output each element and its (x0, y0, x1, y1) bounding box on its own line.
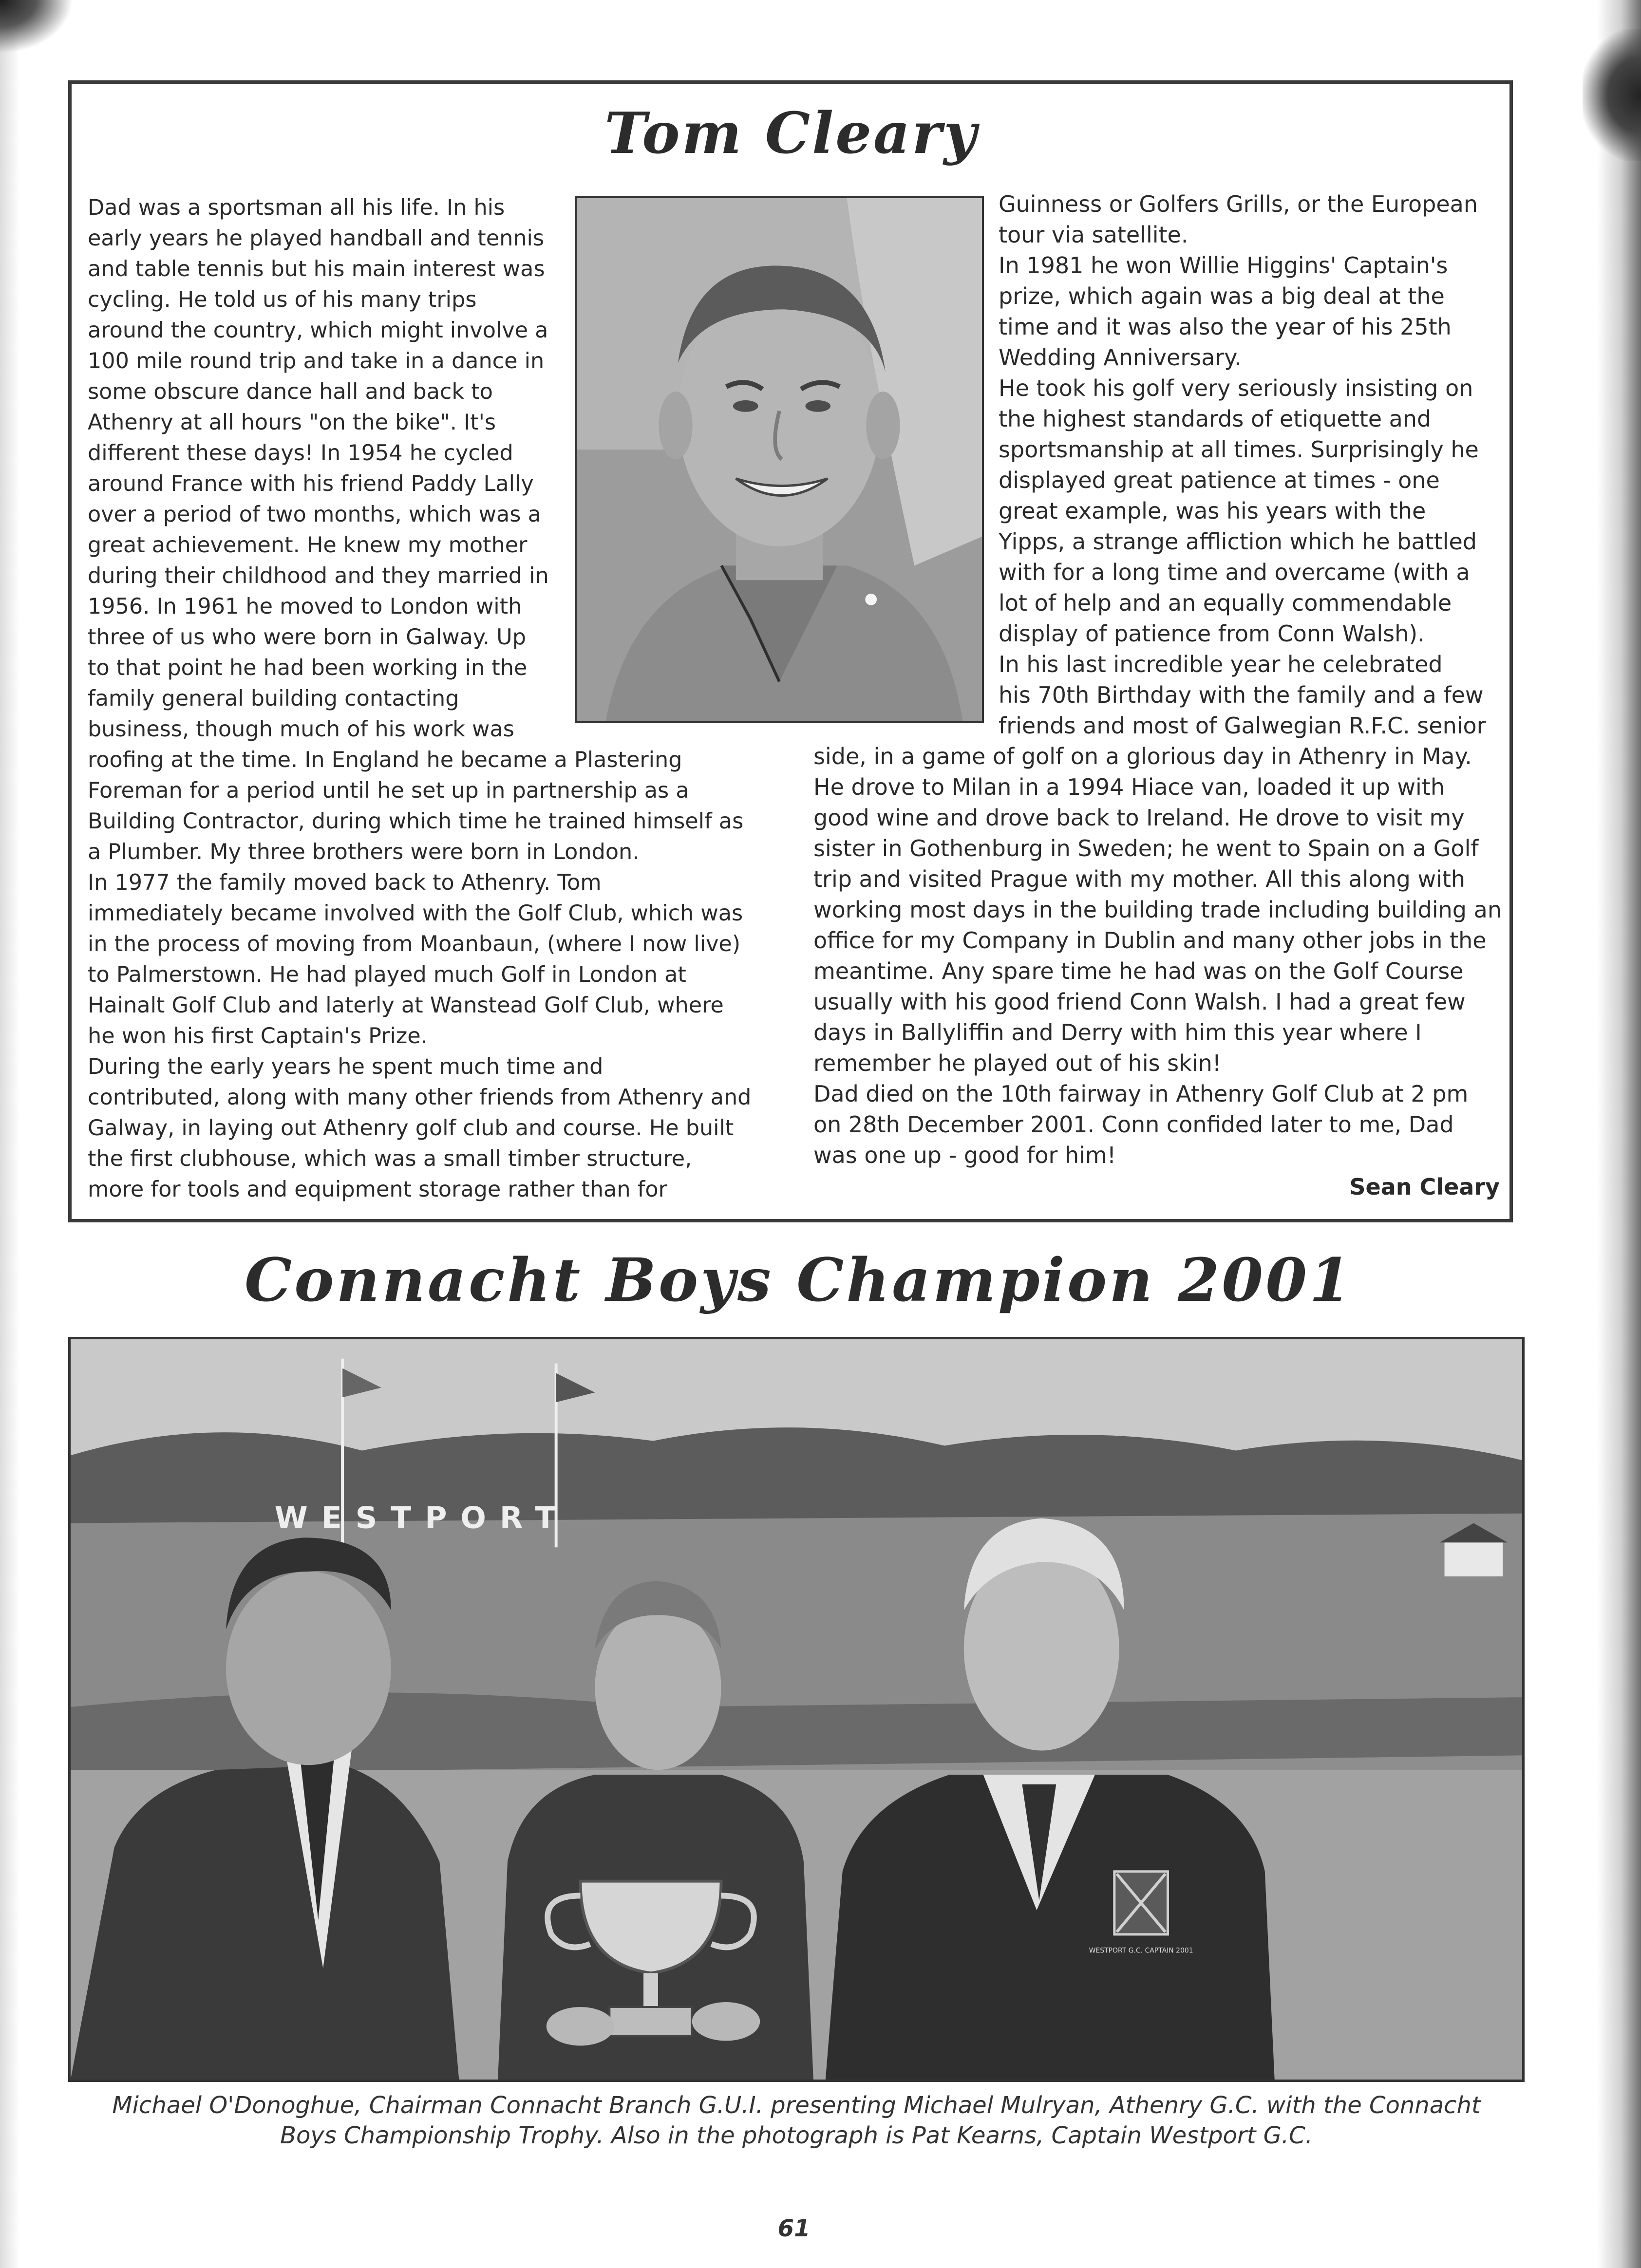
article-text-line: sister in Gothenburg in Sweden; he went to Spain on a Golf (813, 835, 1479, 862)
article-text-line: more for tools and equipment storage rather than for (88, 1177, 667, 1202)
article-text-line: office for my Company in Dublin and many other jobs in the (813, 927, 1487, 954)
article-text-line: He took his golf very seriously insisting on (999, 375, 1473, 401)
blazer-badge-text: WESTPORT G.C. CAPTAIN 2001 (1089, 1947, 1193, 1955)
photo-caption-line: Michael O'Donoghue, Chairman Connacht Branch G.U.I. presenting Michael Mulryan, Athenry G.C. with the Connacht (112, 2092, 1481, 2119)
article-text-line: was one up - good for him! (813, 1142, 1116, 1168)
article-text-line: In 1977 the family moved back to Athenry. Tom (88, 870, 602, 895)
article-text-line: remember he played out of his skin! (813, 1050, 1222, 1076)
article-text-line: contributed, along with many other friends from Athenry and (88, 1085, 752, 1110)
article-text-line: around France with his friend Paddy Lally (88, 471, 534, 496)
article-text-line: lot of help and an equally commendable (999, 590, 1452, 616)
article-text-line: to that point he had been working in the (88, 656, 528, 680)
article-text-line: Dad was a sportsman all his life. In his (88, 195, 505, 220)
article-text-line: days in Ballyliffin and Derry with him this year where I (813, 1019, 1422, 1046)
article-text-line: 100 mile round trip and take in a dance in (88, 349, 545, 374)
article-text-line: with for a long time and overcame (with a (999, 559, 1470, 585)
article-text-line: his 70th Birthday with the family and a few (999, 682, 1484, 708)
article-text-line: to Palmerstown. He had played much Golf in London at (88, 962, 686, 987)
portrait-photo (575, 196, 984, 723)
article-text-line: working most days in the building trade including building an (813, 897, 1502, 923)
article-text-line: Hainalt Golf Club and laterly at Wanstead Golf Club, where (88, 993, 724, 1018)
article-text-line: cycling. He told us of his many trips (88, 287, 477, 312)
scan-edge-right (1597, 0, 1641, 2268)
article-text-line: In 1981 he won Willie Higgins' Captain's (999, 252, 1448, 279)
article-text-line: around the country, which might involve a (88, 318, 548, 343)
article-text-line: time and it was also the year of his 25th (999, 314, 1452, 340)
article-text-line: three of us who were born in Galway. Up (88, 625, 526, 650)
article-text-line: the first clubhouse, which was a small timber structure, (88, 1146, 692, 1171)
article-signature: Sean Cleary (1349, 1174, 1500, 1200)
article-text-line: business, though much of his work was (88, 717, 514, 742)
article-text-line: great example, was his years with the (999, 498, 1426, 524)
article-text-line: during their childhood and they married in (88, 563, 549, 588)
article-text-line: Building Contractor, during which time he trained himself as (88, 809, 744, 834)
portrait-image (577, 198, 982, 721)
article-text-line: roofing at the time. In England he became a Plastering (88, 748, 682, 772)
article-text-line: Athenry at all hours "on the bike". It's (88, 410, 496, 435)
article-text-line: early years he played handball and tennis (88, 226, 545, 251)
article-text-line: prize, which again was a big deal at the (999, 283, 1445, 309)
article-text-line: Galway, in laying out Athenry golf club and course. He built (88, 1116, 734, 1141)
group-photo-image (71, 1339, 1522, 2080)
article-text-line: good wine and drove back to Ireland. He drove to visit my (813, 805, 1465, 831)
article-text-line: different these days! In 1954 he cycled (88, 441, 513, 466)
scan-shadow-corner (0, 0, 73, 54)
article-text-line: over a period of two months, which was a (88, 502, 541, 527)
photo-caption-line: Boys Championship Trophy. Also in the photograph is Pat Kearns, Captain Westport G.C. (280, 2122, 1313, 2149)
article-text-line: friends and most of Galwegian R.F.C. senior (999, 712, 1486, 739)
scan-edge-left (0, 0, 19, 2268)
article-text-line: great achievement. He knew my mother (88, 533, 528, 558)
article-text-line: some obscure dance hall and back to (88, 379, 493, 404)
article-text-line: side, in a game of golf on a glorious day in Athenry in May. (813, 743, 1472, 769)
article-text-line: family general building contacting (88, 686, 459, 711)
article-text-line: usually with his good friend Conn Walsh. I had a great few (813, 989, 1466, 1015)
article-text-line: 1956. In 1961 he moved to London with (88, 594, 522, 619)
article-text-line: he won his first Captain's Prize. (88, 1024, 428, 1049)
article-title: Tom Cleary (604, 100, 979, 167)
article-text-line: tour via satellite. (999, 222, 1188, 248)
article-text-line: and table tennis but his main interest was (88, 257, 545, 281)
article-text-line: the highest standards of etiquette and (999, 406, 1432, 432)
group-photo (68, 1337, 1525, 2082)
feature-title: Connacht Boys Champion 2001 (245, 1245, 1353, 1315)
article-text-line: in the process of moving from Moanbaun, (where I now live) (88, 932, 741, 956)
article-text-line: meantime. Any spare time he had was on the Golf Course (813, 958, 1464, 984)
article-text-line: Guinness or Golfers Grills, or the European (999, 191, 1478, 217)
article-text-line: trip and visited Prague with my mother. All this along with (813, 866, 1466, 892)
article-text-line: Wedding Anniversary. (999, 344, 1242, 371)
article-text-line: sportsmanship at all times. Surprisingly he (999, 436, 1479, 463)
article-text-line: He drove to Milan in a 1994 Hiace van, loaded it up with (813, 774, 1445, 800)
article-text-line: During the early years he spent much time and (88, 1054, 604, 1079)
article-text-line: Dad died on the 10th fairway in Athenry Golf Club at 2 pm (813, 1081, 1469, 1107)
sign-banner-text: WESTPORT (274, 1500, 569, 1536)
article-text-line: on 28th December 2001. Conn confided later to me, Dad (813, 1111, 1454, 1138)
scan-shadow-right (1583, 29, 1641, 161)
page-number: 61 (777, 2215, 811, 2242)
article-text-line: immediately became involved with the Golf Club, which was (88, 901, 743, 926)
article-text-line: Foreman for a period until he set up in partnership as a (88, 778, 689, 803)
article-text-line: a Plumber. My three brothers were born in London. (88, 840, 640, 864)
article-text-line: In his last incredible year he celebrated (999, 651, 1443, 677)
article-text-line: displayed great patience at times - one (999, 467, 1440, 493)
article-text-line: Yipps, a strange affliction which he battled (999, 528, 1477, 555)
article-text-line: display of patience from Conn Walsh). (999, 620, 1425, 647)
